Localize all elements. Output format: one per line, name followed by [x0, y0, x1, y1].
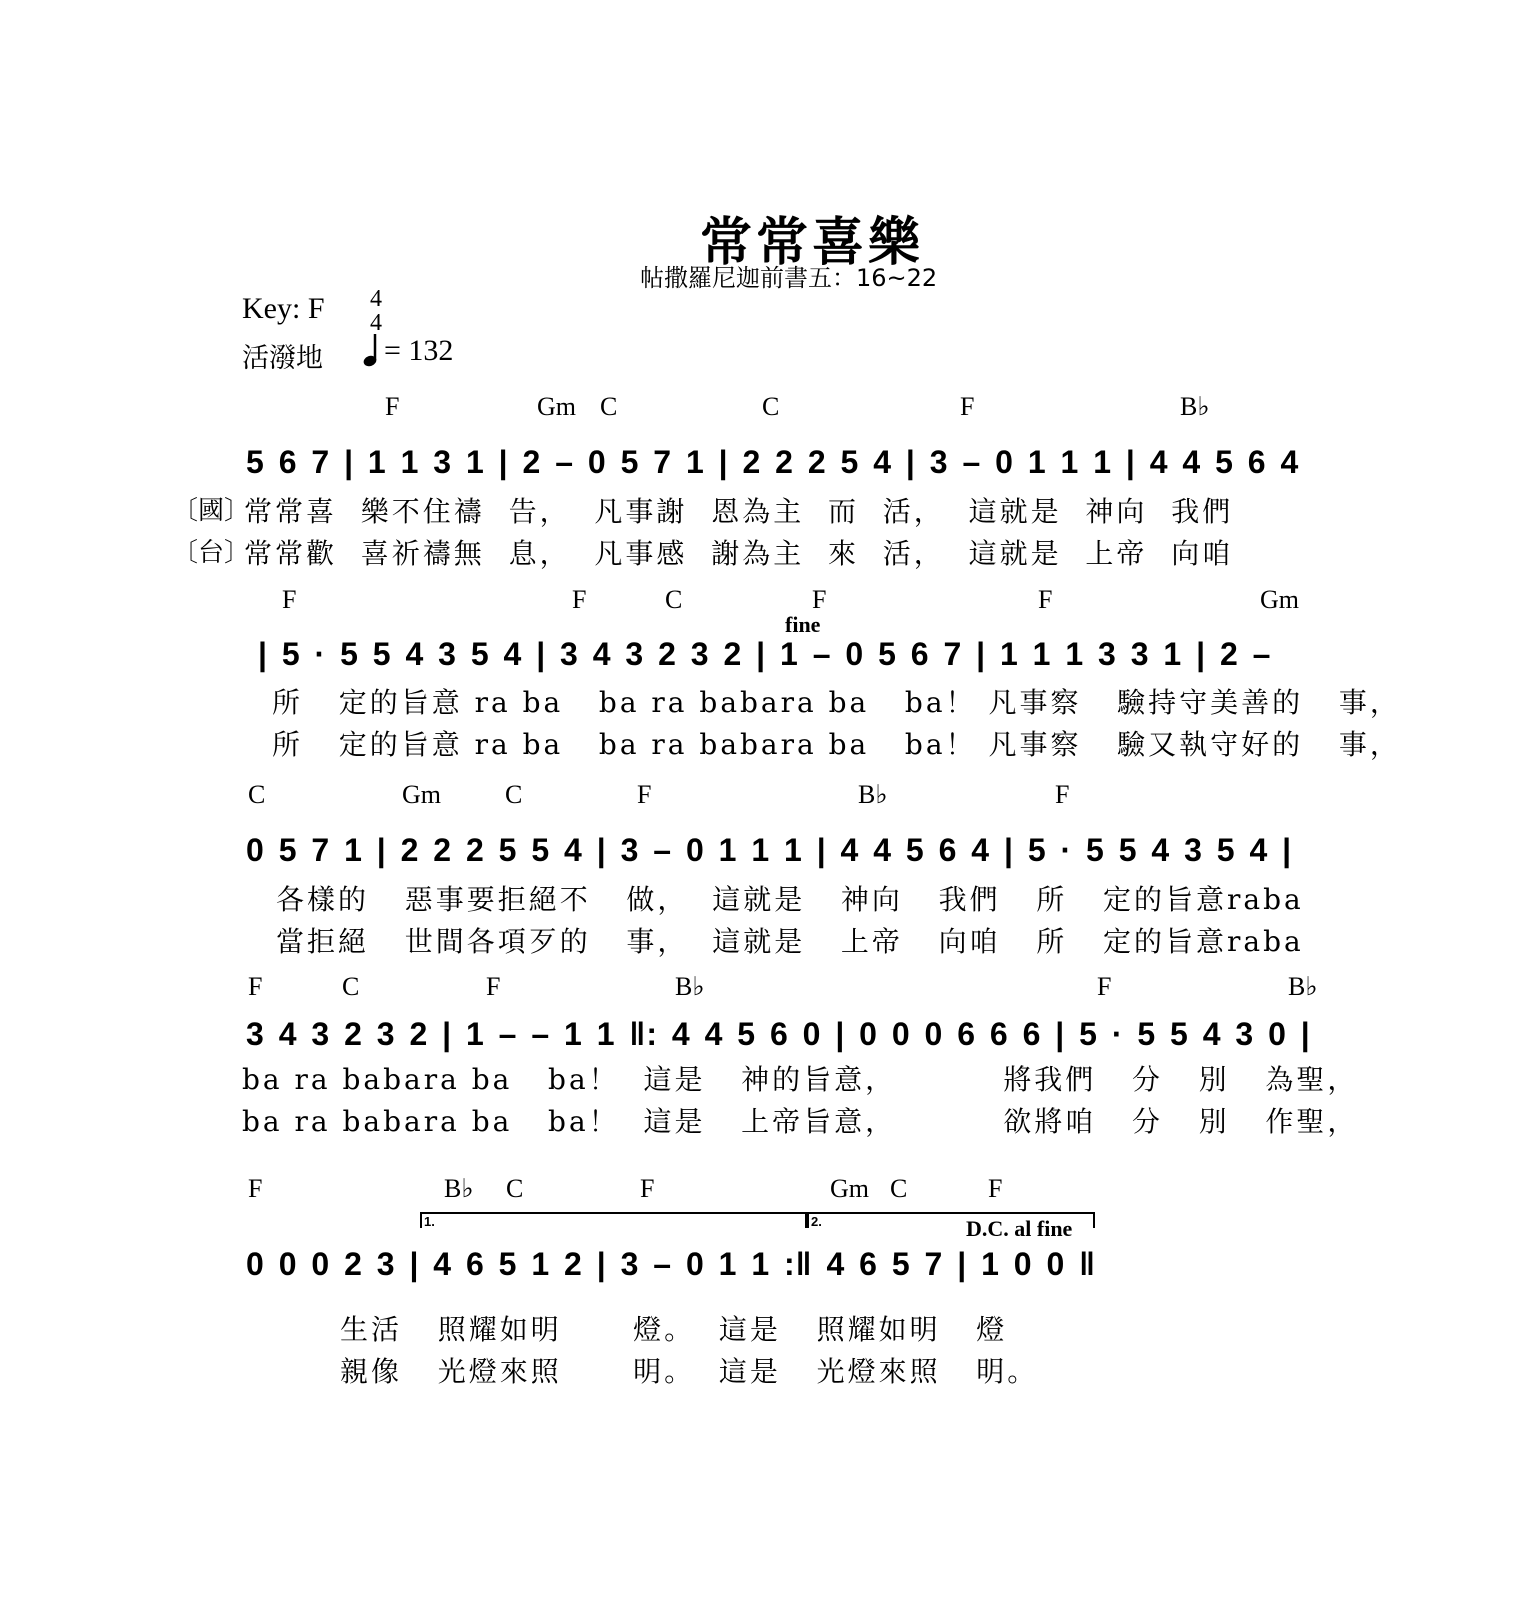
- lyric-line-taiwanese: 所 定的旨意 ra ba ba ra babara ba ba！ 凡事察 驗又執守好的 事，: [272, 728, 1401, 761]
- chord: C: [762, 392, 780, 421]
- chord: F: [960, 392, 975, 421]
- time-signature: [366, 287, 386, 335]
- chord: Gm: [830, 1174, 869, 1203]
- verse-label-mandarin: 〔國〕: [172, 496, 251, 526]
- lyric-line-mandarin: 生活 照耀如明 燈。 這是 照耀如明 燈: [340, 1313, 1008, 1346]
- chord: Gm: [537, 392, 576, 421]
- chord: B♭: [1180, 392, 1210, 421]
- chord: F: [1038, 585, 1053, 614]
- chord: Gm: [1260, 585, 1299, 614]
- chord: F: [812, 585, 827, 614]
- chord: C: [506, 1174, 524, 1203]
- key-signature: Key: F: [242, 292, 325, 325]
- verse-label-taiwanese: 〔台〕: [172, 538, 251, 568]
- notation-line: 0 0 0 2 3 | 4 6 5 1 2 | 3 – 0 1 1 :‖ 4 6 5 7 | 1 0 0 ‖: [246, 1246, 1097, 1282]
- chord: F: [248, 972, 263, 1001]
- lyric-line-taiwanese: 親像 光燈來照 明。 這是 光燈來照 明。: [340, 1355, 1039, 1388]
- time-signature-top: 4: [370, 286, 382, 312]
- chord: C: [248, 780, 266, 809]
- volta-bracket-1: [420, 1212, 807, 1228]
- chord: F: [637, 780, 652, 809]
- lyric-line-mandarin: 常常喜 樂不住禱 告， 凡事謝 恩為主 而 活， 這就是 神向 我們: [244, 495, 1234, 528]
- chord: F: [385, 392, 400, 421]
- volta-number-2: 2.: [811, 1214, 822, 1229]
- dc-al-fine-marking: D.C. al fine: [966, 1216, 1073, 1241]
- notation-line: | 5 · 5 5 4 3 5 4 | 3 4 3 2 3 2 | 1 – 0 5 6 7 | 1 1 1 3 3 1 | 2 –: [258, 636, 1272, 672]
- lyric-line-mandarin: 所 定的旨意 ra ba ba ra babara ba ba！ 凡事察 驗持守美善的 事，: [272, 686, 1401, 719]
- lyric-line-taiwanese: 常常歡 喜祈禱無 息， 凡事感 謝為主 來 活， 這就是 上帝 向咱: [244, 537, 1234, 570]
- chord: Gm: [402, 780, 441, 809]
- lyric-line-taiwanese: ba ra babara ba ba！ 這是 上帝旨意， 欲將咱 分 別 作聖，: [242, 1105, 1359, 1138]
- chord: F: [1055, 780, 1070, 809]
- song-title: 常常喜樂: [700, 212, 925, 273]
- lyric-line-mandarin: ba ra babara ba ba！ 這是 神的旨意， 將我們 分 別 為聖，: [242, 1063, 1359, 1096]
- notation-line: 3 4 3 2 3 2 | 1 – – 1 1 ‖: 4 4 5 6 0 | 0 0 0 6 6 6 | 5 · 5 5 4 3 0 |: [246, 1016, 1311, 1052]
- chord: C: [665, 585, 683, 614]
- chord: F: [988, 1174, 1003, 1203]
- chord: F: [248, 1174, 263, 1203]
- time-signature-bottom: 4: [370, 310, 382, 336]
- quarter-note-icon: [362, 332, 380, 373]
- notation-line: 5 6 7 | 1 1 3 1 | 2 – 0 5 7 1 | 2 2 2 5 4 | 3 – 0 1 1 1 | 4 4 5 6 4: [246, 444, 1300, 480]
- chord: B♭: [1288, 972, 1318, 1001]
- chord: C: [600, 392, 618, 421]
- chord: F: [282, 585, 297, 614]
- chord: B♭: [858, 780, 888, 809]
- chord: F: [640, 1174, 655, 1203]
- chord: C: [890, 1174, 908, 1203]
- lyric-line-mandarin: 各樣的 惡事要拒絕不 做， 這就是 神向 我們 所 定的旨意raba: [276, 883, 1304, 916]
- tempo-marking: 活潑地: [242, 343, 323, 374]
- chord: F: [486, 972, 501, 1001]
- chord: F: [1097, 972, 1112, 1001]
- fine-marking: fine: [785, 612, 821, 637]
- chord: C: [342, 972, 360, 1001]
- volta-number-1: 1.: [424, 1214, 435, 1229]
- chord: F: [572, 585, 587, 614]
- notation-line: 0 5 7 1 | 2 2 2 5 5 4 | 3 – 0 1 1 1 | 4 4 5 6 4 | 5 · 5 5 4 3 5 4 |: [246, 832, 1293, 868]
- chord: B♭: [675, 972, 705, 1001]
- chord: B♭: [444, 1174, 474, 1203]
- scripture-reference: 帖撒羅尼迦前書五：16~22: [640, 264, 938, 292]
- tempo-value: = 132: [384, 334, 454, 367]
- lyric-line-taiwanese: 當拒絕 世間各項歹的 事， 這就是 上帝 向咱 所 定的旨意raba: [276, 925, 1304, 958]
- chord: C: [505, 780, 523, 809]
